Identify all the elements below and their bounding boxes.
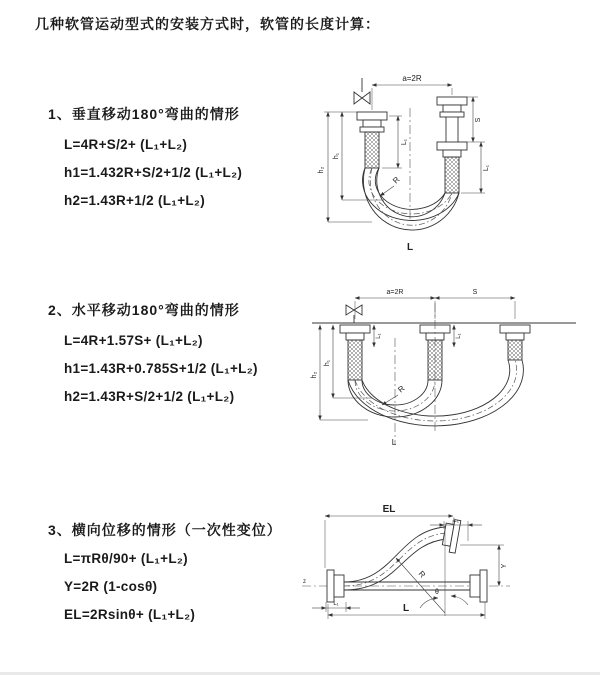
left-flange xyxy=(327,570,344,602)
section2-heading: 2、水平移动180°弯曲的情形 xyxy=(48,302,240,318)
section2-formula-h2: h2=1.43R+S/2+1/2 (L₁+L₂) xyxy=(64,389,235,404)
dim-label-a2r: a=2R xyxy=(402,74,422,83)
dim-label-s: S xyxy=(472,289,478,296)
section1-heading: 1、垂直移动180°弯曲的情形 xyxy=(48,106,240,122)
valve-icon xyxy=(346,305,362,323)
dim-label-h2: h₂ xyxy=(311,371,318,379)
diagram-lateral-displacement xyxy=(298,498,598,663)
dim-label-l: L xyxy=(402,603,410,614)
dim-label-h1: h₁ xyxy=(333,152,340,160)
label-r: R xyxy=(396,383,407,395)
radius-callout xyxy=(382,384,407,405)
hose-loops xyxy=(363,168,459,230)
section1-formula-L: L=4R+S/2+ (L₁+L₂) xyxy=(64,137,188,152)
section1-formula-h2: h2=1.43R+1/2 (L₁+L₂) xyxy=(64,193,206,208)
right-fitting xyxy=(500,325,530,360)
dim-label-l: L xyxy=(406,242,414,253)
valve-icon xyxy=(354,78,370,104)
label-r: R xyxy=(391,175,402,186)
dim-label-h2: h₂ xyxy=(318,166,325,174)
dimension-l xyxy=(328,602,485,619)
left-fitting xyxy=(340,325,370,380)
section3-formula-EL: EL=2Rsinθ+ (L₁+L₂) xyxy=(64,607,196,622)
dim-label-s: S xyxy=(475,117,482,123)
section1-formula-h1: h1=1.432R+S/2+1/2 (L₁+L₂) xyxy=(64,165,243,180)
dim-label-l1-left: L₁ xyxy=(333,601,339,607)
dimension-s xyxy=(467,97,485,142)
section2-formula-L: L=4R+1.57S+ (L₁+L₂) xyxy=(64,333,203,348)
section3-heading: 3、横向位移的情形（一次性变位） xyxy=(48,522,282,538)
dimension-l1-left xyxy=(374,325,382,347)
dimension-l1-left xyxy=(382,116,408,168)
dim-label-el: EL xyxy=(382,504,396,515)
dim-label-l1-left: L₁ xyxy=(401,138,408,146)
dimension-el xyxy=(325,504,453,568)
section3-formula-L: L=πRθ/90+ (L₁+L₂) xyxy=(64,551,188,566)
dim-label-a2r: a=2R xyxy=(386,289,404,296)
dim-label-y: Y xyxy=(501,563,508,569)
mark-z: z xyxy=(303,579,306,585)
section2-formula-h1: h1=1.43R+0.785S+1/2 (L₁+L₂) xyxy=(64,361,258,376)
label-r: R xyxy=(416,569,428,580)
dim-label-l: L xyxy=(391,438,397,447)
dimension-l1-mid xyxy=(454,325,462,347)
dim-label-h1: h₁ xyxy=(324,359,331,367)
dim-label-l1-left: L₁ xyxy=(376,333,382,339)
diagram-horizontal-180-bend xyxy=(310,283,588,463)
hose-displaced xyxy=(344,527,447,590)
dim-label-l1-right: L₁ xyxy=(483,164,490,172)
diagram-vertical-180-bend xyxy=(310,68,600,263)
page-title: 几种软管运动型式的安装方式时，软管的长度计算： xyxy=(35,16,380,32)
right-lower-flange xyxy=(470,570,487,602)
label-theta: θ xyxy=(435,589,439,596)
dimension-s xyxy=(435,289,515,298)
dim-label-l1-mid: L₁ xyxy=(456,333,462,339)
left-fitting xyxy=(357,112,387,168)
section3-formula-Y: Y=2R (1-cosθ) xyxy=(64,579,158,594)
dimension-l1-left xyxy=(312,601,360,612)
right-fitting xyxy=(437,97,467,193)
dim-label-l1-top: L₁ xyxy=(453,517,459,524)
radius-callout xyxy=(380,175,402,196)
